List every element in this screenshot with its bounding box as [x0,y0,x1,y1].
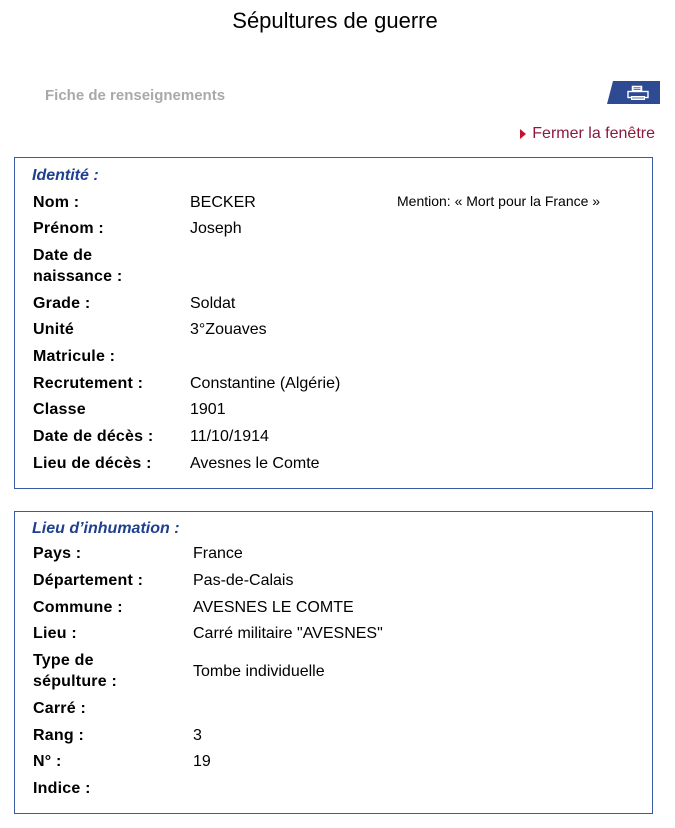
field-value: France [193,545,243,562]
field-value: 1901 [190,401,226,418]
field-label: Recrutement : [33,375,144,392]
field-label: Date de décès : [33,428,154,445]
field-label: Nom : [33,194,80,211]
field-value: 11/10/1914 [190,428,269,445]
field-label-line2: sépulture : [33,673,117,690]
field-label: Grade : [33,295,91,312]
field-label: Indice : [33,780,91,797]
page-title: Sépultures de guerre [232,8,438,33]
field-value: Avesnes le Comte [190,455,320,472]
field-label: Lieu de décès : [33,455,152,472]
field-value: Carré militaire "AVESNES" [193,625,383,642]
field-value: 3 [193,727,202,744]
field-label: Commune : [33,599,123,616]
field-value: 3°Zouaves [190,321,267,338]
field-value: BECKER [190,194,256,211]
field-value: 19 [193,753,211,770]
field-label: Date de [33,247,93,264]
printer-icon [627,85,649,101]
field-label-line2: naissance : [33,268,123,285]
field-value: Soldat [190,295,236,312]
arrow-right-icon [520,129,526,139]
identity-panel [14,157,653,489]
burial-place-panel [14,511,653,814]
identity-panel-title: Identité : [32,167,99,184]
field-label: Carré : [33,700,86,717]
close-window-link[interactable] [520,125,655,143]
field-label: Matricule : [33,348,116,365]
field-value: Joseph [190,220,242,237]
mention-text: Mention: « Mort pour la France » [397,193,601,209]
burial-panel-title: Lieu d’inhumation : [32,520,180,537]
field-label: Classe [33,401,86,418]
field-label: Pays : [33,545,82,562]
field-value: AVESNES LE COMTE [193,599,354,616]
field-label: Lieu : [33,625,77,642]
field-label: Prénom : [33,220,104,237]
field-label: Rang : [33,727,84,744]
field-label: Département : [33,572,144,589]
close-window-label: Fermer la fenêtre [532,125,655,142]
field-value: Pas-de-Calais [193,572,294,589]
field-value: Constantine (Algérie) [190,375,341,392]
field-label: N° : [33,753,62,770]
fiche-label: Fiche de renseignements [45,87,226,104]
print-button[interactable] [607,81,660,104]
field-value: Tombe individuelle [193,663,325,680]
field-label: Type de [33,652,94,669]
field-label: Unité [33,321,74,338]
